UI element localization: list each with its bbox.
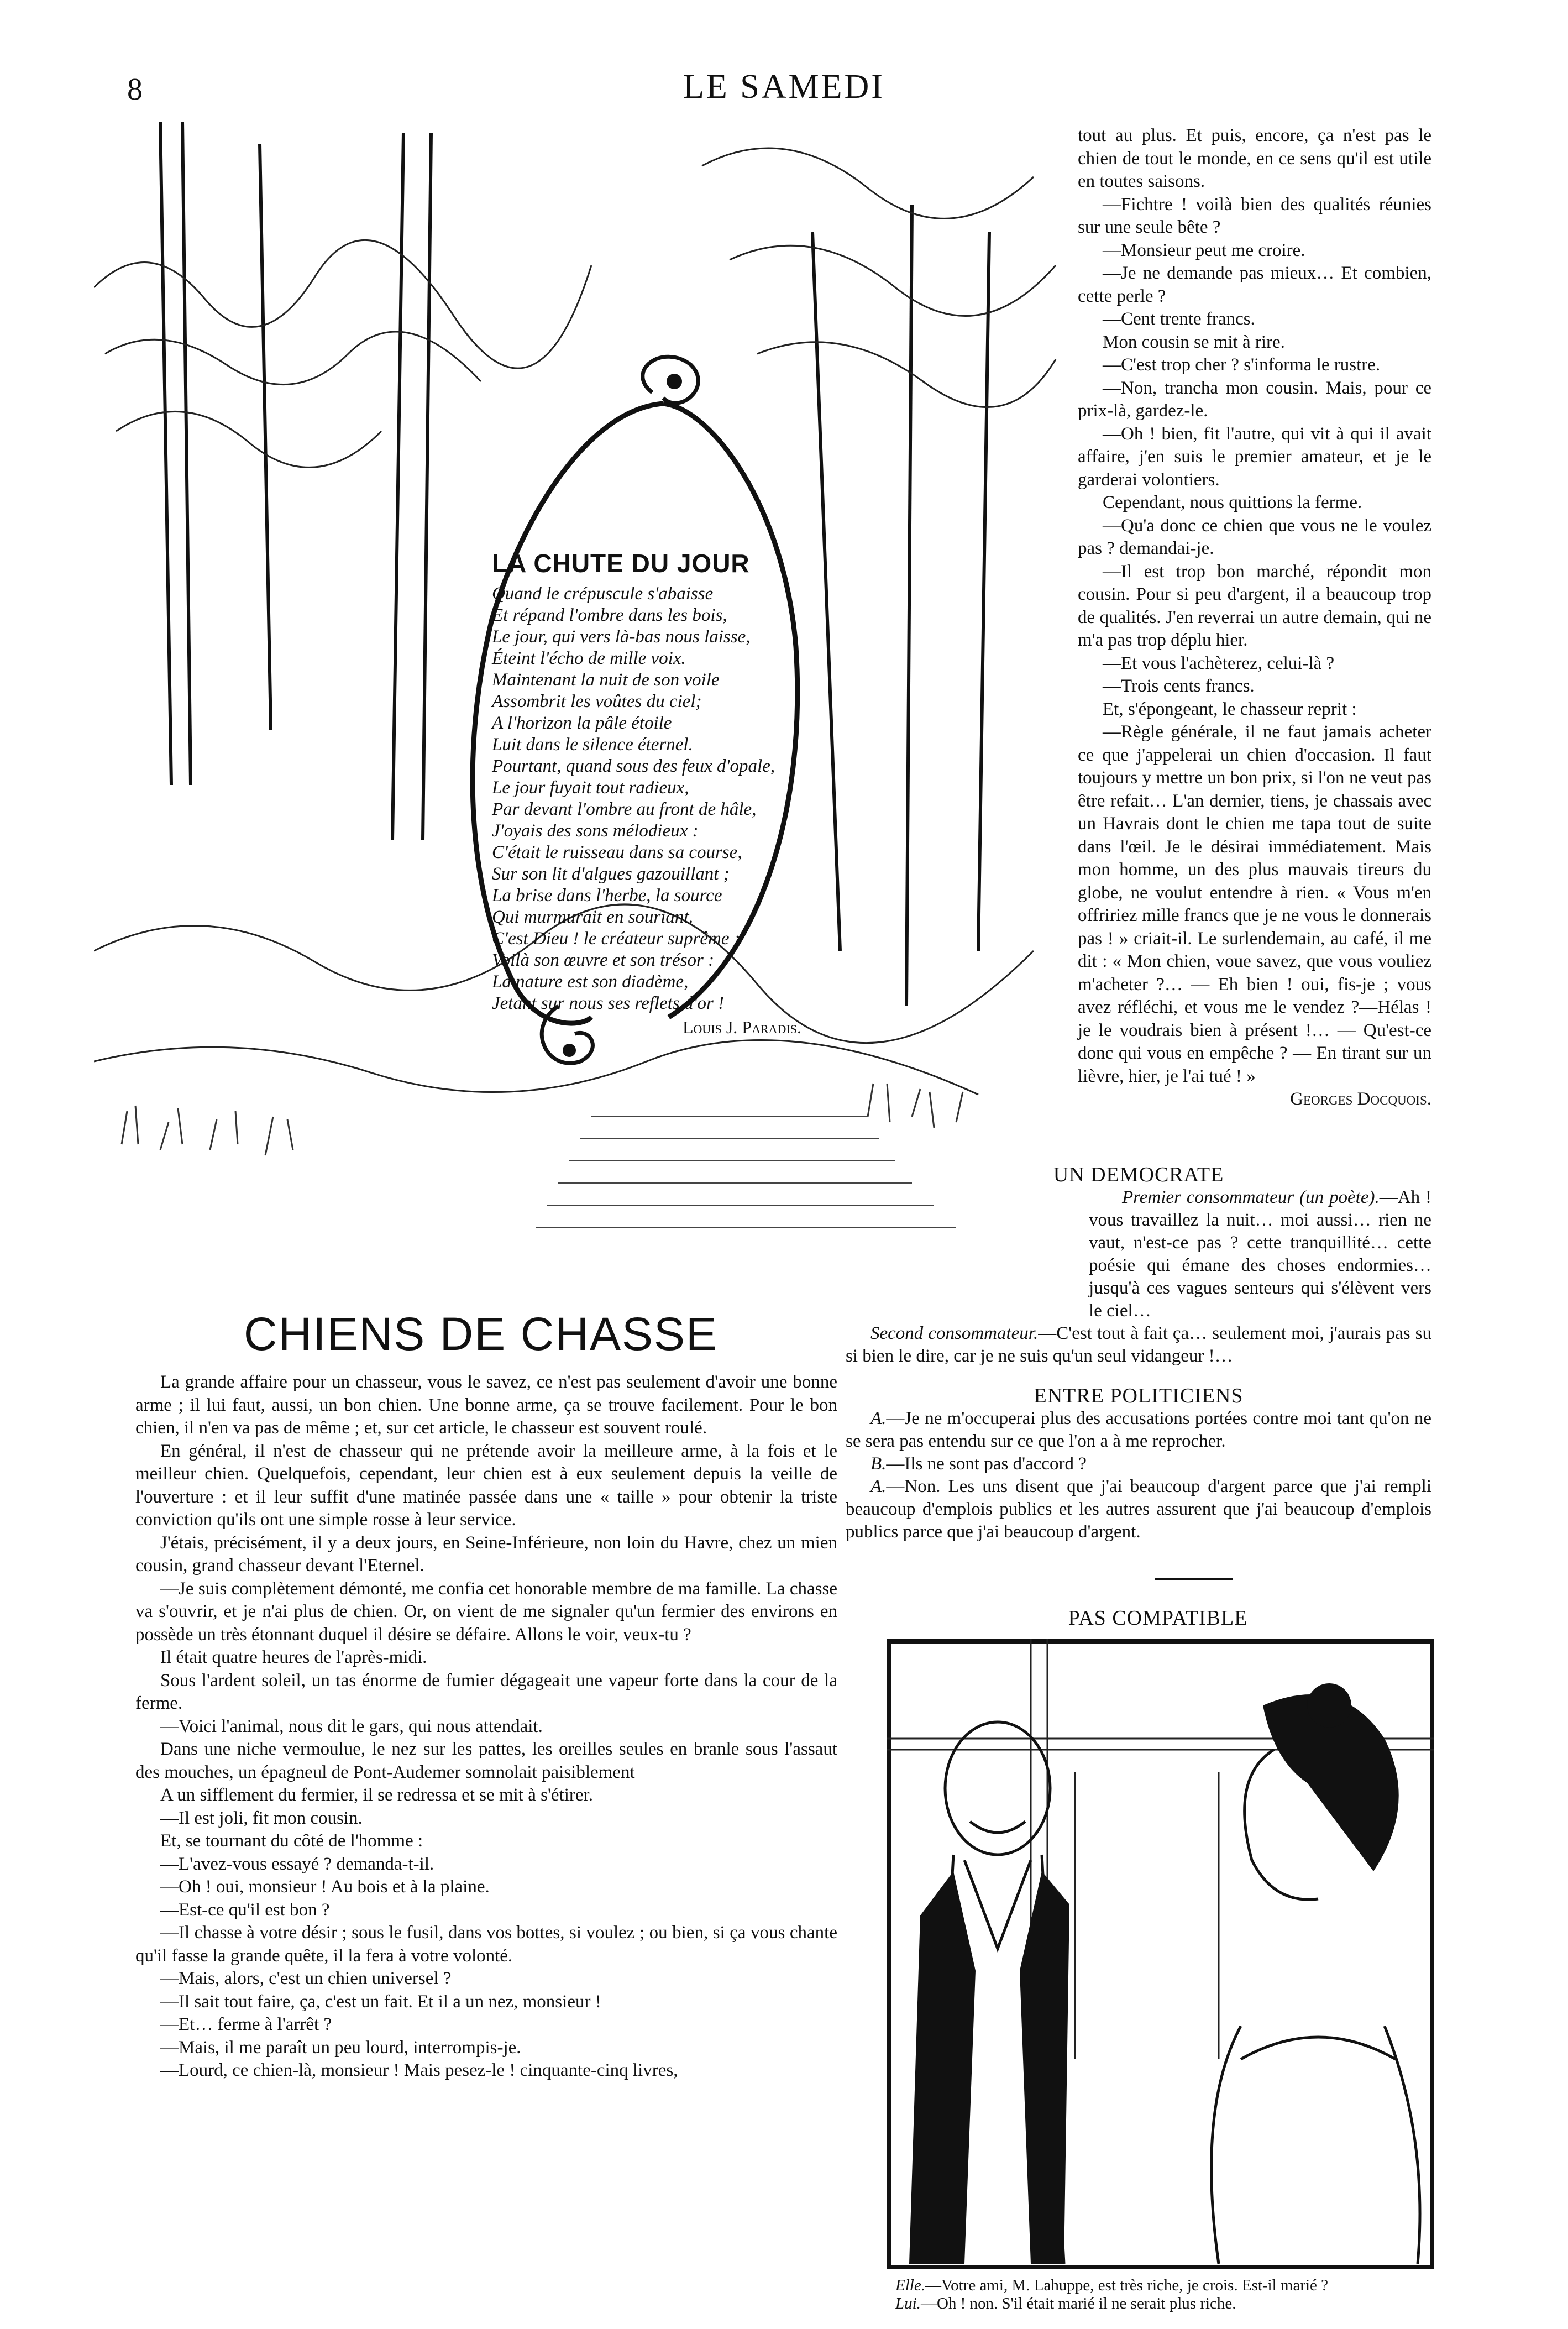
paragraph: Il était quatre heures de l'après-midi. <box>160 1647 427 1667</box>
section-divider <box>1155 1578 1233 1580</box>
cartoon-caption <box>895 2276 1437 2313</box>
dialogue-text: —Je ne m'occuperai plus des accusations portées contre moi tant qu'on ne se sera pas entendu sur ce que l'on a à me reprocher. <box>846 1409 1431 1451</box>
paragraph: —Oh ! bien, fit l'autre, qui vit à qui il avait affaire, j'en suis le premier amateur, et je le garderai volontiers. <box>1078 423 1431 490</box>
poem-line: Sur son lit d'algues gazouillant ; <box>492 864 730 884</box>
speaker: A. <box>870 1409 887 1428</box>
speaker: Premier consommateur (un poète). <box>1122 1187 1380 1207</box>
democrate-section <box>846 1164 1431 1368</box>
dialogue-text: —Non. Les uns disent que j'ai beaucoup d'argent parce que j'ai rempli beaucoup d'emplois publics et les autres assurent que j'ai beaucoup d'emplois publics parce que j'ai beaucoup d'argent. <box>846 1477 1431 1542</box>
paragraph: Sous l'ardent soleil, un tas énorme de fumier dégageait une vapeur forte dans la cour de la ferme. <box>135 1670 837 1713</box>
story-continuation-column <box>1078 124 1431 1111</box>
speaker: Second consommateur. <box>870 1323 1039 1343</box>
paragraph: —Trois cents francs. <box>1103 676 1255 696</box>
page-number: 8 <box>127 72 143 107</box>
paragraph: Et, s'épongeant, le chasseur reprit : <box>1103 699 1357 719</box>
poem-line: Maintenant la nuit de son voile <box>492 670 720 690</box>
paragraph: En général, il n'est de chasseur qui ne prétende avoir la meilleure arme, à la fois et le meilleur chien. Quelquefois, cependant, leur chien est à eux seulement depuis la veille de l'ouverture : et il leur suffit d'une matinée passée dans une « taille » pour obtenir la triste conviction qu'ils ont une simple rosse à leur service. <box>135 1441 837 1530</box>
poem-line: C'était le ruisseau dans sa course, <box>492 842 742 862</box>
paragraph: —Il chasse à votre désir ; sous le fusil, dans vos bottes, si voulez ; ou bien, si ça vous chante qu'il fasse la grande quête, il la fera à votre volonté. <box>135 1923 837 1966</box>
poem <box>492 549 801 1038</box>
paragraph: —Mais, alors, c'est un chien universel ? <box>160 1969 452 1988</box>
poem-line: Et répand l'ombre dans les bois, <box>492 605 727 625</box>
paragraph: Mon cousin se mit à rire. <box>1103 332 1285 352</box>
newspaper-title: LE SAMEDI <box>683 68 885 106</box>
woman-hair <box>1263 1683 1399 1871</box>
paragraph: Dans une niche vermoulue, le nez sur les pattes, les oreilles seules en branle sous l'assaut des mouches, un épagneul de Pont-Audemer somnolait paisiblement <box>135 1739 837 1782</box>
section-title: ENTRE POLITICIENS <box>1034 1384 1244 1407</box>
paragraph: —Cent trente francs. <box>1103 309 1255 329</box>
poem-line: J'oyais des sons mélodieux : <box>492 821 699 841</box>
poem-title: LA CHUTE DU JOUR <box>492 549 750 578</box>
caption-text: —Oh ! non. S'il était marié il ne serait plus riche. <box>920 2295 1236 2312</box>
dialogue-text: —Ils ne sont pas d'accord ? <box>886 1454 1087 1474</box>
article-title: CHIENS DE CHASSE <box>243 1308 719 1360</box>
grass <box>122 1084 963 1155</box>
politiciens-section <box>846 1385 1431 1543</box>
paragraph: —Qu'a donc ce chien que vous ne le voulez pas ? demandai-je. <box>1078 515 1431 558</box>
paragraph: Et, se tournant du côté de l'homme : <box>160 1831 423 1851</box>
paragraph: A un sifflement du fermier, il se redressa et se mit à s'étirer. <box>160 1785 593 1805</box>
paragraph: —Et vous l'achèterez, celui-là ? <box>1103 653 1335 673</box>
paragraph: —Je ne demande pas mieux… Et combien, cette perle ? <box>1078 263 1431 306</box>
paragraph: —C'est trop cher ? s'informa le rustre. <box>1103 355 1381 375</box>
paragraph: —Je suis complètement démonté, me confia cet honorable membre de ma famille. La chasse va s'ouvrir, et je n'ai plus de chien. Or, on vient de me signaler qu'un fermier des environs en possède un très étonnant duquel il désire se défaire. Allons le voir, veux-tu ? <box>135 1578 837 1645</box>
paragraph: —Fichtre ! voilà bien des qualités réunies sur une seule bête ? <box>1078 194 1431 237</box>
paragraph: —Et… ferme à l'arrêt ? <box>160 2014 332 2034</box>
chiens-article-body <box>135 1371 837 2082</box>
speaker: Lui. <box>895 2295 921 2312</box>
paragraph: —Règle générale, il ne faut jamais acheter ce que j'appelerai un chien d'occasion. Il faut toujours y mettre un bon prix, si l'on ne veut pas être refait… L'an dernier, tiens, je chassais avec un Havrais dont le chien me tapa tout de suite dans l'œil. Je le désirai immédiatement. Mais mon homme, un des plus mauvais tireurs du globe, ne voulut entendre à rien. « Vous m'en offririez mille francs que je ne vous le donnerais pas ! » criait-il. Le surlendemain, au café, il me dit : « Mon chien, voue savez, que vous vouliez m'acheter ?… — Eh bien ! oui, fis-je ; vous avez réfléchi, et vous me le vendez ?—Hélas ! je le voudrais bien à présent !… — Qu'est-ce donc qui vous en empêche ? — En tirant sur un lièvre, hier, je l'ai tué ! » <box>1078 722 1431 1086</box>
speaker: Elle. <box>895 2276 925 2294</box>
poem-line: La nature est son diadème, <box>492 972 689 992</box>
paragraph: J'étais, précisément, il y a deux jours, en Seine-Inférieure, non loin du Havre, chez un mien cousin, grand chasseur devant l'Eternel. <box>135 1532 837 1576</box>
poem-line: Qui murmurait en souriant. <box>492 907 694 927</box>
poem-line: Éteint l'écho de mille voix. <box>492 648 686 668</box>
speaker: A. <box>870 1477 887 1496</box>
paragraph: —L'avez-vous essayé ? demanda-t-il. <box>160 1854 434 1874</box>
dialogue-text: —Ah ! vous travaillez la nuit… moi aussi… rien ne vaut, n'est-ce pas ? cette tranquillité… cette poésie qui émane des choses endormies… jusqu'à ces vagues senteurs qui s'élèvent vers le ciel… <box>1089 1187 1431 1321</box>
paragraph: —Non, trancha mon cousin. Mais, pour ce prix-là, gardez-le. <box>1078 378 1431 421</box>
paragraph: —Est-ce qu'il est bon ? <box>160 1899 330 1920</box>
paragraph: —Il est joli, fit mon cousin. <box>160 1808 363 1828</box>
paragraph: La grande affaire pour un chasseur, vous le savez, ce n'est pas seulement d'avoir une bonne arme ; il lui faut, aussi, un bon chien. Une bonne arme, ça se trouve facilement. Pour le bon chien, il n'en va pas de même ; et, sur cet article, le chasseur est souvent roulé. <box>135 1372 837 1438</box>
poem-line: Jetant sur nous ses reflets d'or ! <box>492 993 725 1013</box>
paragraph: —Oh ! oui, monsieur ! Au bois et à la plaine. <box>160 1877 490 1897</box>
cartoon-title: PAS COMPATIBLE <box>1068 1606 1248 1630</box>
story-signature: Georges Docquois. <box>1290 1089 1431 1109</box>
poem-line: Voilà son œuvre et son trésor : <box>492 950 715 970</box>
poem-line: C'est Dieu ! le créateur suprême ; <box>492 929 740 949</box>
poem-line: Luit dans le silence éternel. <box>492 735 693 755</box>
poem-line: Pourtant, quand sous des feux d'opale, <box>492 756 775 776</box>
paragraph: —Voici l'animal, nous dit le gars, qui nous attendait. <box>160 1716 543 1736</box>
paragraph: —Monsieur peut me croire. <box>1103 240 1305 260</box>
paragraph: Cependant, nous quittions la ferme. <box>1103 493 1362 512</box>
paragraph: —Lourd, ce chien-là, monsieur ! Mais pesez-le ! cinquante-cinq livres, <box>160 2060 678 2080</box>
poem-line: Quand le crépuscule s'abaisse <box>492 584 714 604</box>
poem-line: Le jour fuyait tout radieux, <box>492 778 689 798</box>
poem-line: La brise dans l'herbe, la source <box>492 886 722 906</box>
poem-line: Par devant l'ombre au front de hâle, <box>492 799 757 819</box>
caption-text: —Votre ami, M. Lahuppe, est très riche, je crois. Est-il marié ? <box>925 2276 1329 2294</box>
cartoon-illustration <box>887 1639 1434 2269</box>
paragraph: —Mais, il me paraît un peu lourd, interrompis-je. <box>160 2037 521 2058</box>
paragraph: tout au plus. Et puis, encore, ça n'est pas le chien de tout le monde, en ce sens qu'il est utile en toutes saisons. <box>1078 125 1431 191</box>
poem-line: A l'horizon la pâle étoile <box>492 713 672 733</box>
paragraph: —Il sait tout faire, ça, c'est un fait. Et il a un nez, monsieur ! <box>160 1991 601 2012</box>
section-title: UN DEMOCRATE <box>1053 1163 1224 1186</box>
poem-line: Assombrit les voûtes du ciel; <box>492 692 702 711</box>
paragraph: —Il est trop bon marché, répondit mon cousin. Pour si peu d'argent, il a beaucoup trop de qualités. J'en reverrai un autre demain, qui ne m'a pas trop déplu hier. <box>1078 561 1431 650</box>
dialogue-text: —C'est tout à fait ça… seulement moi, j'aurais pas su si bien le dire, car je ne suis qu'un seul vidangeur !… <box>846 1323 1431 1366</box>
speaker: B. <box>870 1454 887 1474</box>
poem-line: Le jour, qui vers là-bas nous laisse, <box>492 627 751 647</box>
poem-author: Louis J. Paradis. <box>682 1017 801 1037</box>
